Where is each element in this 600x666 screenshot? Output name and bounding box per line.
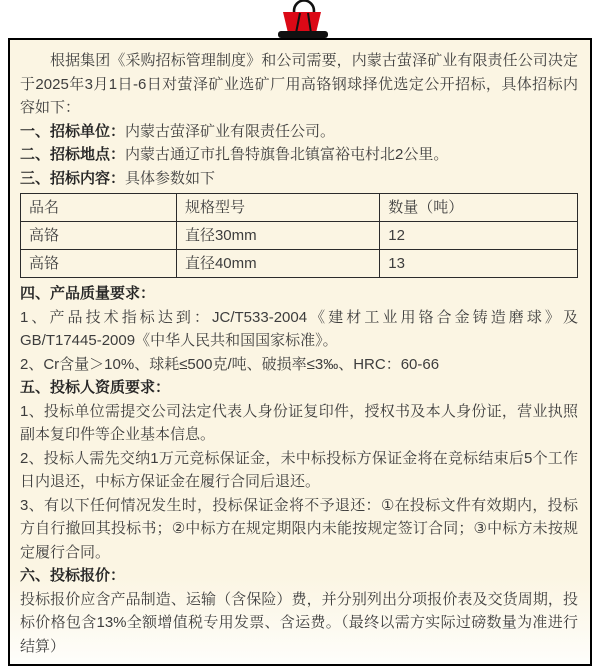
qualification-item-2: 2、投标人需先交纳1万元竞标保证金，未中标投标方保证金将在竞标结束后5个工作日内退还，中标方保证金在履行合同后退还。 (20, 449, 578, 490)
tender-location-label: 二、招标地点： (20, 146, 126, 163)
table-row (21, 250, 578, 278)
section-quotation-title: 六、投标报价： (20, 567, 126, 584)
tender-location-value: 内蒙古通辽市扎鲁特旗鲁北镇富裕屯村北2公里。 (125, 146, 449, 163)
table-row (21, 222, 578, 250)
tender-content-line (20, 167, 578, 191)
header-quantity: 数量（吨） (380, 194, 578, 222)
tender-content-label: 三、招标内容： (20, 169, 126, 187)
header-spec-model: 规格型号 (176, 194, 379, 222)
qualification-item-1: 1、投标单位需提交公司法定代表人身份证复印件，授权书及本人身份证，营业执照副本复印件等企业基本信息。 (20, 402, 578, 443)
cell-spec-1: 直径30mm (176, 222, 379, 250)
cell-qty-1: 12 (380, 222, 578, 250)
spec-table-header-row (21, 194, 578, 222)
header-product-name: 品名 (21, 194, 177, 222)
binder-clip-icon (270, 0, 334, 40)
cell-product-1: 高铬 (21, 222, 177, 250)
cell-qty-2: 13 (380, 250, 578, 278)
quality-item-2: 2、Cr含量＞10%、球耗≤500克/吨、破损率≤3‰、HRC：60-66 (20, 355, 440, 373)
intro-paragraph: 根据集团《采购招标管理制度》和公司需要，内蒙古萤泽矿业有限责任公司决定于2025年3月1日-6日对萤泽矿业选矿厂用高铬钢球择优选定公开招标，具体招标内容如下： (20, 52, 578, 116)
quality-item-1: 1、产品技术指标达到：JC/T533-2004《建材工业用铬合金铸造磨球》及GB/T17445-2009《中华人民共和国国家标准》。 (20, 308, 578, 349)
quotation-item-1: 投标报价应含产品制造、运输（含保险）费，并分别列出分项报价表及交货周期，投标价格包含13%全额增值税专用发票、含运费。（最终以需方实际过磅数量为准进行结算） (20, 590, 578, 655)
tender-unit-line (20, 120, 578, 144)
tender-unit-value: 内蒙古萤泽矿业有限责任公司。 (125, 122, 336, 140)
qualification-item-3: 3、有以下任何情况发生时，投标保证金将不予退还：①在投标文件有效期内，投标方自行撤回其投标书；②中标方在规定期限内未能按规定签订合同；③中标方未按规定履行合同。 (20, 496, 578, 561)
tender-unit-label: 一、招标单位： (20, 122, 126, 140)
spec-table (20, 193, 578, 278)
cell-spec-2: 直径40mm (176, 250, 379, 278)
tender-location-line (20, 143, 578, 167)
tender-notice-card (8, 38, 592, 666)
section-quality-title: 四、产品质量要求： (20, 285, 156, 302)
cell-product-2: 高铬 (21, 250, 177, 278)
section-qualification-title: 五、投标人资质要求： (20, 379, 171, 396)
tender-content-value: 具体参数如下 (125, 169, 216, 187)
